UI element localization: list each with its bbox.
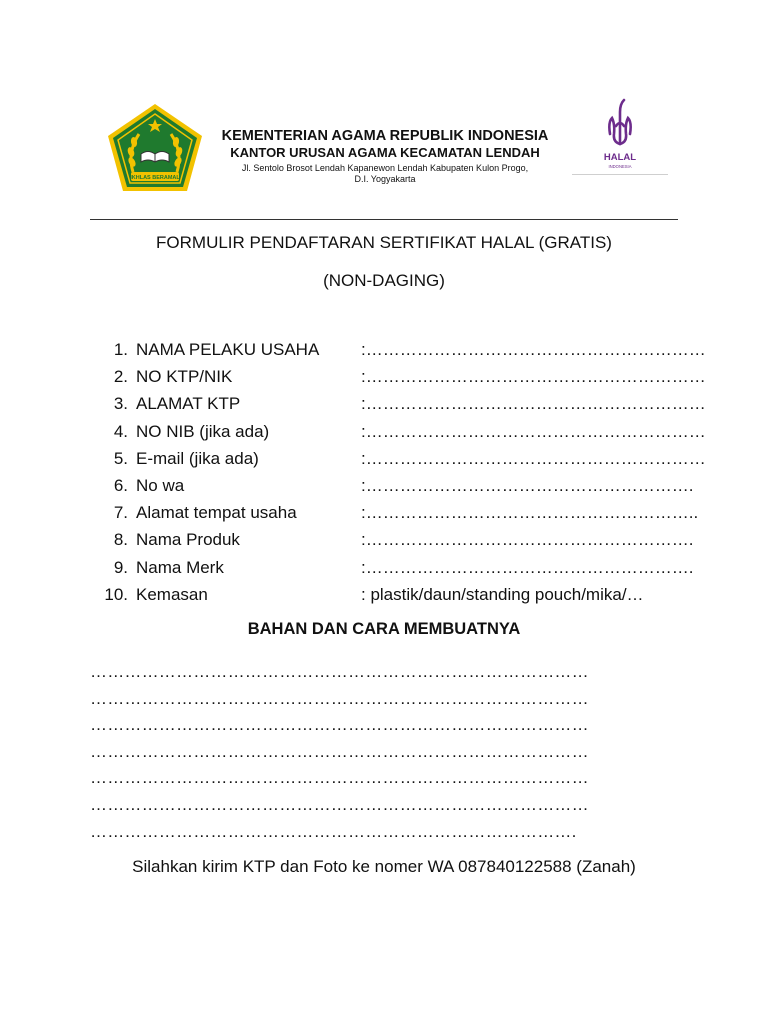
footer-instruction: Silahkan kirim KTP dan Foto ke nomer WA 087840122588 (Zanah)	[132, 857, 636, 876]
field-label: Kemasan	[136, 584, 208, 604]
field-number: 4.	[113, 421, 128, 441]
field-label: E-mail (jika ada)	[136, 448, 259, 468]
kemenag-emblem-icon	[105, 102, 205, 194]
field-number: 8.	[113, 530, 128, 550]
field-label: NO KTP/NIK	[136, 367, 233, 387]
field-blank[interactable]: :……………………………………………………	[361, 448, 706, 468]
field-row	[98, 554, 698, 581]
header-divider	[90, 219, 678, 220]
field-row	[98, 390, 706, 417]
field-number: 9.	[113, 557, 128, 577]
field-row	[98, 363, 706, 390]
field-row	[98, 445, 706, 472]
blank-line[interactable]: ……………………………………………………………………………	[90, 741, 589, 761]
form-fields	[98, 336, 706, 608]
field-blank[interactable]: :……………………………………………………	[361, 421, 706, 441]
field-blank[interactable]: :……………………………………………………	[361, 394, 706, 414]
form-subtitle: (NON-DAGING)	[323, 271, 445, 290]
field-blank[interactable]: :……………………………………………………	[361, 367, 706, 387]
blank-line[interactable]: ……………………………………………………………………………	[90, 688, 589, 708]
letterhead-text	[210, 128, 560, 185]
field-number: 5.	[113, 448, 128, 468]
letterhead	[0, 0, 768, 220]
field-label: Nama Produk	[136, 530, 240, 550]
field-number: 2.	[113, 367, 128, 387]
office-address-line2: D.I. Yogyakarta	[354, 174, 416, 184]
field-row	[98, 499, 698, 526]
field-blank[interactable]: :………………………………………………….	[361, 475, 694, 495]
section-title-ingredients: BAHAN DAN CARA MEMBUATNYA	[247, 620, 521, 638]
field-number: 3.	[113, 394, 128, 414]
halal-logo-text: HALAL	[603, 152, 637, 163]
field-row	[98, 526, 698, 553]
halal-logo-underline	[572, 174, 668, 175]
field-label: Nama Merk	[136, 557, 224, 577]
blank-line[interactable]: ……………………………………………………………………………	[90, 662, 589, 681]
blank-line[interactable]: ……………………………………………………………………………	[90, 794, 589, 814]
field-label: ALAMAT KTP	[136, 394, 241, 414]
field-number: 7.	[113, 503, 128, 523]
office-address-line1: Jl. Sentolo Brosot Lendah Kapanewon Lendah Kabupaten Kulon Progo,	[241, 163, 529, 173]
halal-indonesia-logo-icon	[572, 96, 668, 176]
ingredients-blank-lines	[90, 659, 690, 845]
field-blank[interactable]: :………………………………………………….	[361, 530, 694, 550]
field-blank[interactable]: :………………………………………………….	[361, 557, 694, 577]
field-label: NAMA PELAKU USAHA	[136, 340, 320, 359]
field-blank[interactable]: :……………………………………………………	[361, 340, 706, 359]
field-row	[98, 472, 698, 499]
field-row	[98, 336, 706, 363]
field-row	[98, 581, 698, 608]
field-row	[98, 418, 706, 445]
emblem-banner-text: IKHLAS BERAMAL	[130, 175, 180, 181]
field-blank[interactable]: : plastik/daun/standing pouch/mika/…	[361, 584, 644, 604]
ministry-name: KEMENTERIAN AGAMA REPUBLIK INDONESIA	[221, 128, 549, 144]
field-label: Alamat tempat usaha	[136, 503, 297, 523]
field-number: 1.	[113, 340, 128, 359]
office-name: KANTOR URUSAN AGAMA KECAMATAN LENDAH	[230, 145, 540, 160]
field-number: 6.	[113, 475, 128, 495]
blank-line[interactable]: ……………………………………………………………………………	[90, 768, 589, 788]
halal-logo-subtext: INDONESIA	[608, 164, 632, 169]
form-title: FORMULIR PENDAFTARAN SERTIFIKAT HALAL (GRATIS)	[156, 233, 612, 252]
field-label: NO NIB (jika ada)	[136, 421, 270, 441]
blank-line[interactable]: ……………………………………………………………………………	[90, 715, 589, 735]
field-label: No wa	[136, 475, 185, 495]
field-blank[interactable]: :…………………………………………………..	[361, 503, 699, 523]
field-number: 10.	[104, 584, 128, 604]
blank-line[interactable]: ………………………………………………………………………….	[90, 821, 577, 841]
